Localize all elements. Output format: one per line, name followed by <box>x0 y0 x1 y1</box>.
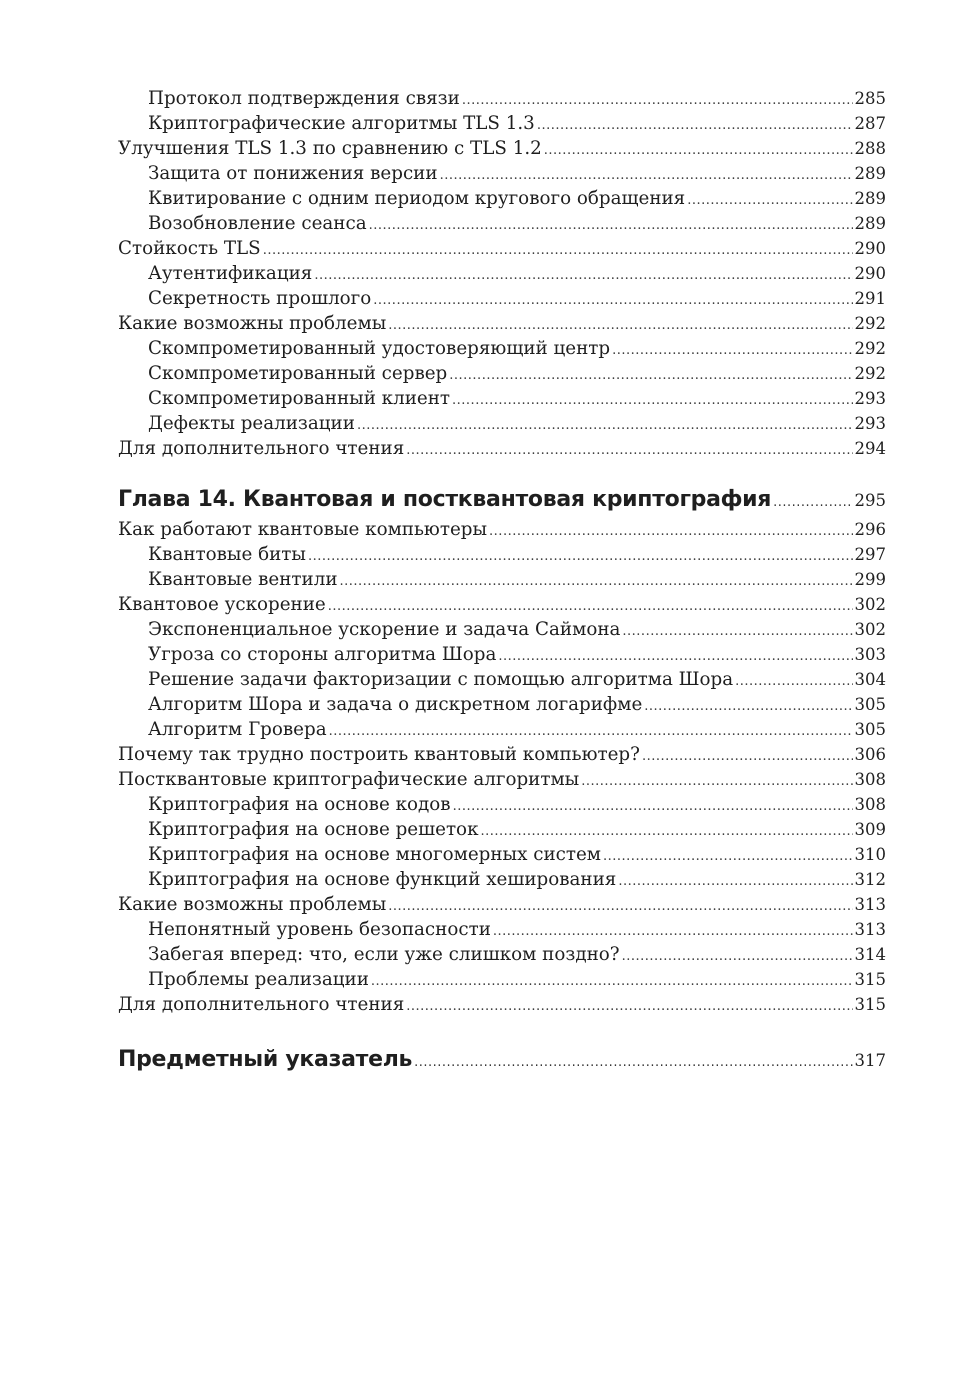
toc-entry[interactable] <box>118 136 886 161</box>
toc-entry[interactable] <box>118 311 886 336</box>
toc-entry-page-number: 293 <box>854 414 886 433</box>
toc-entry[interactable] <box>118 892 886 917</box>
dot-leader <box>440 163 853 188</box>
dot-leader <box>373 288 852 313</box>
dot-leader <box>622 944 853 969</box>
dot-leader <box>449 363 852 388</box>
dot-leader <box>329 719 853 744</box>
toc-entry-title: Непонятный уровень безопасности <box>148 919 491 940</box>
toc-entry[interactable] <box>118 86 886 111</box>
toc-section-ch14 <box>118 517 886 1017</box>
toc-entry-page-number: 290 <box>854 239 886 258</box>
toc-entry[interactable] <box>118 867 886 892</box>
toc-entry[interactable] <box>118 917 886 942</box>
dot-leader <box>642 744 853 769</box>
toc-entry-title: Криптография на основе многомерных систем <box>148 844 602 865</box>
toc-entry-title: Какие возможны проблемы <box>118 313 387 334</box>
dot-leader <box>581 769 852 794</box>
toc-entry[interactable] <box>118 717 886 742</box>
toc-entry-page-number: 299 <box>854 570 886 589</box>
dot-leader <box>537 113 853 138</box>
toc-entry[interactable] <box>118 336 886 361</box>
toc-entry-title: Как работают квантовые компьютеры <box>118 519 488 540</box>
toc-entry[interactable] <box>118 692 886 717</box>
toc-entry[interactable] <box>118 517 886 542</box>
index-page-number: 317 <box>854 1051 886 1070</box>
toc-entry[interactable] <box>118 361 886 386</box>
toc-entry[interactable] <box>118 967 886 992</box>
toc-entry-title: Скомпрометированный удостоверяющий центр <box>148 338 611 359</box>
dot-leader <box>462 88 853 113</box>
toc-entry-page-number: 310 <box>854 845 886 864</box>
toc-entry-page-number: 312 <box>854 870 886 889</box>
toc-entry-page-number: 289 <box>854 164 886 183</box>
toc-entry[interactable] <box>118 111 886 136</box>
toc-entry[interactable] <box>118 942 886 967</box>
toc-entry-title: Квитирование с одним периодом кругового обращения <box>148 188 686 209</box>
toc-entry[interactable] <box>118 186 886 211</box>
toc-entry[interactable] <box>118 161 886 186</box>
toc-entry-page-number: 308 <box>854 795 886 814</box>
chapter-page-number: 295 <box>854 491 886 510</box>
dot-leader <box>481 819 853 844</box>
toc-entry-title: Постквантовые криптографические алгоритмы <box>118 769 580 790</box>
toc-entry[interactable] <box>118 667 886 692</box>
toc-entry-title: Алгоритм Гровера <box>148 719 327 740</box>
toc-entry-page-number: 292 <box>854 314 886 333</box>
dot-leader <box>493 919 853 944</box>
toc-entry[interactable] <box>118 642 886 667</box>
toc-entry-page-number: 297 <box>854 545 886 564</box>
dot-leader <box>603 844 852 869</box>
dot-leader <box>622 619 852 644</box>
toc-entry-page-number: 315 <box>854 995 886 1014</box>
toc-entry-title: Дефекты реализации <box>148 413 355 434</box>
toc-entry[interactable] <box>118 792 886 817</box>
toc-entry-title: Стойкость TLS <box>118 238 261 259</box>
toc-entry-page-number: 290 <box>854 264 886 283</box>
toc-entry-page-number: 289 <box>854 189 886 208</box>
toc-entry[interactable] <box>118 592 886 617</box>
toc-entry[interactable] <box>118 542 886 567</box>
toc-entry-title: Почему так трудно построить квантовый компьютер? <box>118 744 640 765</box>
toc-entry-title: Для дополнительного чтения <box>118 438 405 459</box>
toc-entry-page-number: 293 <box>854 389 886 408</box>
toc-entry[interactable] <box>118 767 886 792</box>
dot-leader <box>735 669 852 694</box>
dot-leader <box>340 569 853 594</box>
toc-entry-page-number: 302 <box>854 595 886 614</box>
dot-leader <box>644 694 852 719</box>
toc-entry[interactable] <box>118 286 886 311</box>
toc-entry-title: Секретность прошлого <box>148 288 372 309</box>
dot-leader <box>328 594 853 619</box>
toc-entry-title: Для дополнительного чтения <box>118 994 405 1015</box>
toc-entry[interactable] <box>118 817 886 842</box>
toc-entry-title: Угроза со стороны алгоритма Шора <box>148 644 497 665</box>
dot-leader <box>314 263 852 288</box>
toc-entry-title: Криптография на основе решеток <box>148 819 479 840</box>
toc-section-ch13-tail <box>118 86 886 461</box>
toc-entry-page-number: 304 <box>854 670 886 689</box>
toc-entry-page-number: 292 <box>854 339 886 358</box>
toc-entry-title: Криптографические алгоритмы TLS 1.3 <box>148 113 535 134</box>
toc-entry-page-number: 289 <box>854 214 886 233</box>
toc-entry-title: Забегая вперед: что, если уже слишком поздно? <box>148 944 620 965</box>
toc-entry[interactable] <box>118 261 886 286</box>
toc-entry[interactable] <box>118 236 886 261</box>
dot-leader <box>388 894 852 919</box>
toc-entry[interactable] <box>118 567 886 592</box>
dot-leader <box>773 486 852 520</box>
toc-entry-page-number: 302 <box>854 620 886 639</box>
table-of-contents <box>118 86 886 1077</box>
toc-entry-page-number: 306 <box>854 745 886 764</box>
dot-leader <box>618 869 852 894</box>
toc-entry[interactable] <box>118 842 886 867</box>
toc-entry-page-number: 303 <box>854 645 886 664</box>
dot-leader <box>388 313 852 338</box>
toc-entry-page-number: 305 <box>854 720 886 739</box>
dot-leader <box>308 544 853 569</box>
toc-entry[interactable] <box>118 617 886 642</box>
dot-leader <box>369 213 853 238</box>
toc-entry-page-number: 285 <box>854 89 886 108</box>
toc-entry[interactable] <box>118 742 886 767</box>
toc-entry-title: Квантовое ускорение <box>118 594 326 615</box>
toc-entry-title: Экспоненциальное ускорение и задача Саймона <box>148 619 621 640</box>
toc-entry-page-number: 291 <box>854 289 886 308</box>
toc-entry-title: Скомпрометированный сервер <box>148 363 448 384</box>
toc-entry[interactable] <box>118 386 886 411</box>
toc-entry-title: Какие возможны проблемы <box>118 894 387 915</box>
chapter-title: Глава 14. Квантовая и постквантовая криптография <box>118 487 772 512</box>
toc-subject-index[interactable] <box>118 1043 886 1077</box>
toc-entry[interactable] <box>118 411 886 436</box>
toc-entry-title: Алгоритм Шора и задача о дискретном логарифме <box>148 694 643 715</box>
toc-chapter-14[interactable] <box>118 483 886 517</box>
dot-leader <box>452 388 852 413</box>
toc-entry-title: Криптография на основе кодов <box>148 794 451 815</box>
dot-leader <box>414 1046 852 1080</box>
dot-leader <box>612 338 852 363</box>
dot-leader <box>489 519 852 544</box>
toc-entry-page-number: 313 <box>854 895 886 914</box>
toc-entry-title: Аутентификация <box>148 263 313 284</box>
toc-entry-page-number: 296 <box>854 520 886 539</box>
toc-entry-page-number: 288 <box>854 139 886 158</box>
dot-leader <box>453 794 853 819</box>
toc-entry-page-number: 292 <box>854 364 886 383</box>
dot-leader <box>371 969 853 994</box>
dot-leader <box>406 994 852 1019</box>
dot-leader <box>687 188 852 213</box>
toc-entry[interactable] <box>118 992 886 1017</box>
toc-entry-title: Защита от понижения версии <box>148 163 438 184</box>
toc-entry-title: Квантовые биты <box>148 544 306 565</box>
dot-leader <box>406 438 852 463</box>
dot-leader <box>357 413 853 438</box>
toc-entry-title: Криптография на основе функций хеширования <box>148 869 617 890</box>
toc-entry-title: Улучшения TLS 1.3 по сравнению с TLS 1.2 <box>118 138 542 159</box>
toc-entry-page-number: 313 <box>854 920 886 939</box>
toc-entry-page-number: 314 <box>854 945 886 964</box>
toc-entry-page-number: 294 <box>854 439 886 458</box>
toc-entry-title: Скомпрометированный клиент <box>148 388 451 409</box>
toc-entry-title: Проблемы реализации <box>148 969 369 990</box>
toc-entry[interactable] <box>118 211 886 236</box>
toc-entry-page-number: 308 <box>854 770 886 789</box>
toc-entry[interactable] <box>118 436 886 461</box>
dot-leader <box>544 138 853 163</box>
index-title: Предметный указатель <box>118 1047 413 1072</box>
toc-entry-page-number: 309 <box>854 820 886 839</box>
toc-entry-title: Решение задачи факторизации с помощью алгоритма Шора <box>148 669 734 690</box>
dot-leader <box>498 644 852 669</box>
toc-entry-title: Квантовые вентили <box>148 569 338 590</box>
dot-leader <box>263 238 853 263</box>
toc-entry-page-number: 305 <box>854 695 886 714</box>
toc-entry-title: Протокол подтверждения связи <box>148 88 460 109</box>
toc-entry-page-number: 287 <box>854 114 886 133</box>
toc-entry-title: Возобновление сеанса <box>148 213 367 234</box>
toc-entry-page-number: 315 <box>854 970 886 989</box>
